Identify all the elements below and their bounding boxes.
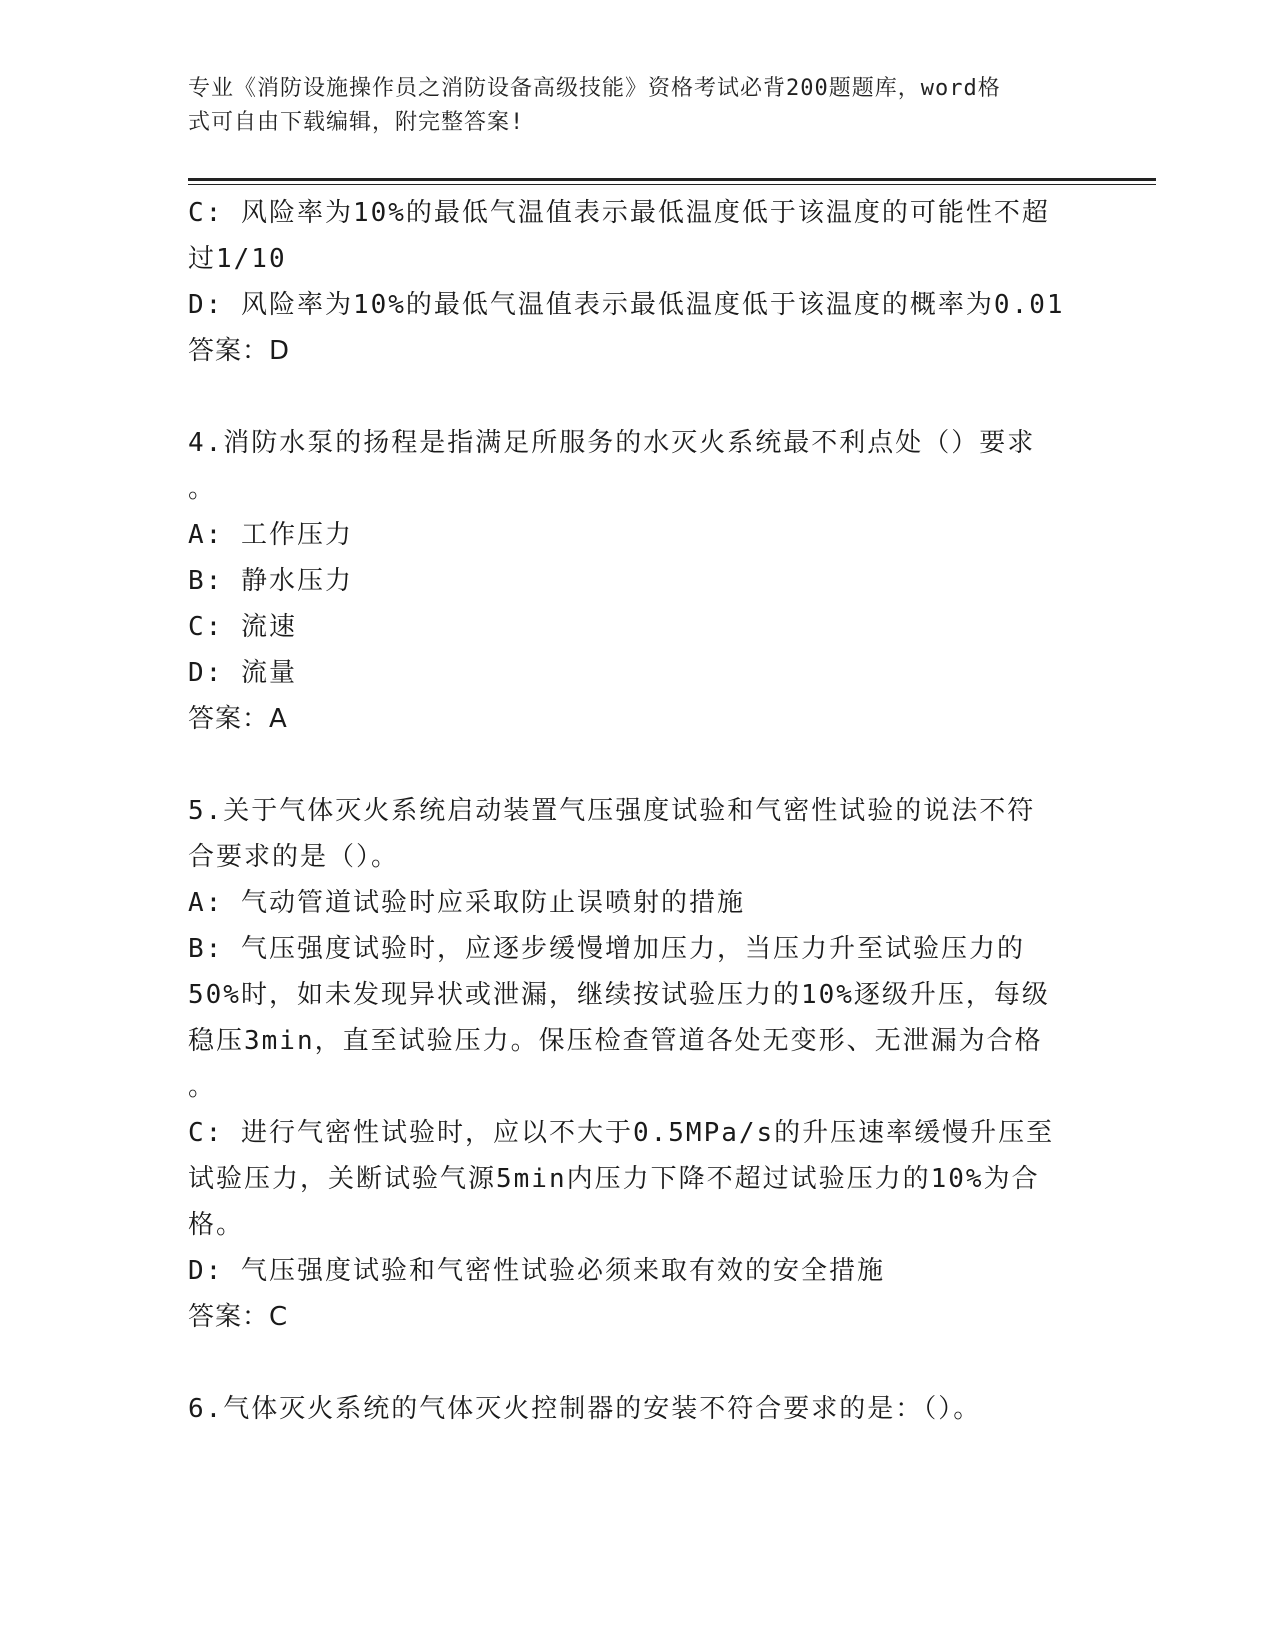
option-b-line-4: 。 (188, 1072, 217, 1102)
option-b-line-2: 50%时，如未发现异状或泄漏，继续按试验压力的10%逐级升压，每级 (188, 980, 1050, 1010)
question-stem-line-2: 合要求的是（）。 (188, 842, 400, 872)
question-6 (188, 1386, 1088, 1432)
header-divider-thick (188, 178, 1156, 181)
option-d: D: 风险率为10%的最低气温值表示最低温度低于该温度的概率为0.01 (188, 290, 1065, 320)
document-body (188, 190, 1088, 1432)
option-c-line-2: 过1/10 (188, 244, 287, 274)
question-5 (188, 788, 1088, 1340)
option-c-line-3: 格。 (188, 1210, 245, 1240)
answer: 答案：C (188, 1302, 289, 1332)
question-stem-line-2: 。 (188, 474, 217, 504)
option-b: B: 静水压力 (188, 566, 353, 596)
option-b-line-1: B: 气压强度试验时，应逐步缓慢增加压力，当压力升至试验压力的 (188, 934, 1025, 964)
option-d: D: 流量 (188, 658, 297, 688)
option-a: A: 气动管道试验时应采取防止误喷射的措施 (188, 888, 745, 918)
option-c-line-1: C: 进行气密性试验时，应以不大于0.5MPa/s的升压速率缓慢升压至 (188, 1118, 1055, 1148)
answer: 答案：D (188, 336, 291, 366)
question-stem-line-1: 5.关于气体灭火系统启动装置气压强度试验和气密性试验的说法不符 (188, 796, 1036, 826)
option-c-line-2: 试验压力，关断试验气源5min内压力下降不超过试验压力的10%为合 (188, 1164, 1040, 1194)
question-4 (188, 420, 1088, 742)
option-a: A: 工作压力 (188, 520, 353, 550)
header-line-2: 式可自由下载编辑，附完整答案! (188, 110, 525, 135)
answer: 答案：A (188, 704, 288, 734)
option-d: D: 气压强度试验和气密性试验必须来取有效的安全措施 (188, 1256, 885, 1286)
option-c: C: 流速 (188, 612, 297, 642)
header-line-1: 专业《消防设施操作员之消防设备高级技能》资格考试必背200题题库，word格 (188, 76, 1001, 101)
document-header (188, 72, 1068, 140)
question-stem-line-1: 6.气体灭火系统的气体灭火控制器的安装不符合要求的是：（）。 (188, 1394, 982, 1424)
option-b-line-3: 稳压3min，直至试验压力。保压检查管道各处无变形、无泄漏为合格 (188, 1026, 1043, 1056)
question-stem-line-1: 4.消防水泵的扬程是指满足所服务的水灭火系统最不利点处（）要求 (188, 428, 1036, 458)
option-c-line-1: C: 风险率为10%的最低气温值表示最低温度低于该温度的可能性不超 (188, 198, 1050, 228)
question-3-continued (188, 190, 1088, 374)
header-divider-thin (188, 184, 1156, 185)
